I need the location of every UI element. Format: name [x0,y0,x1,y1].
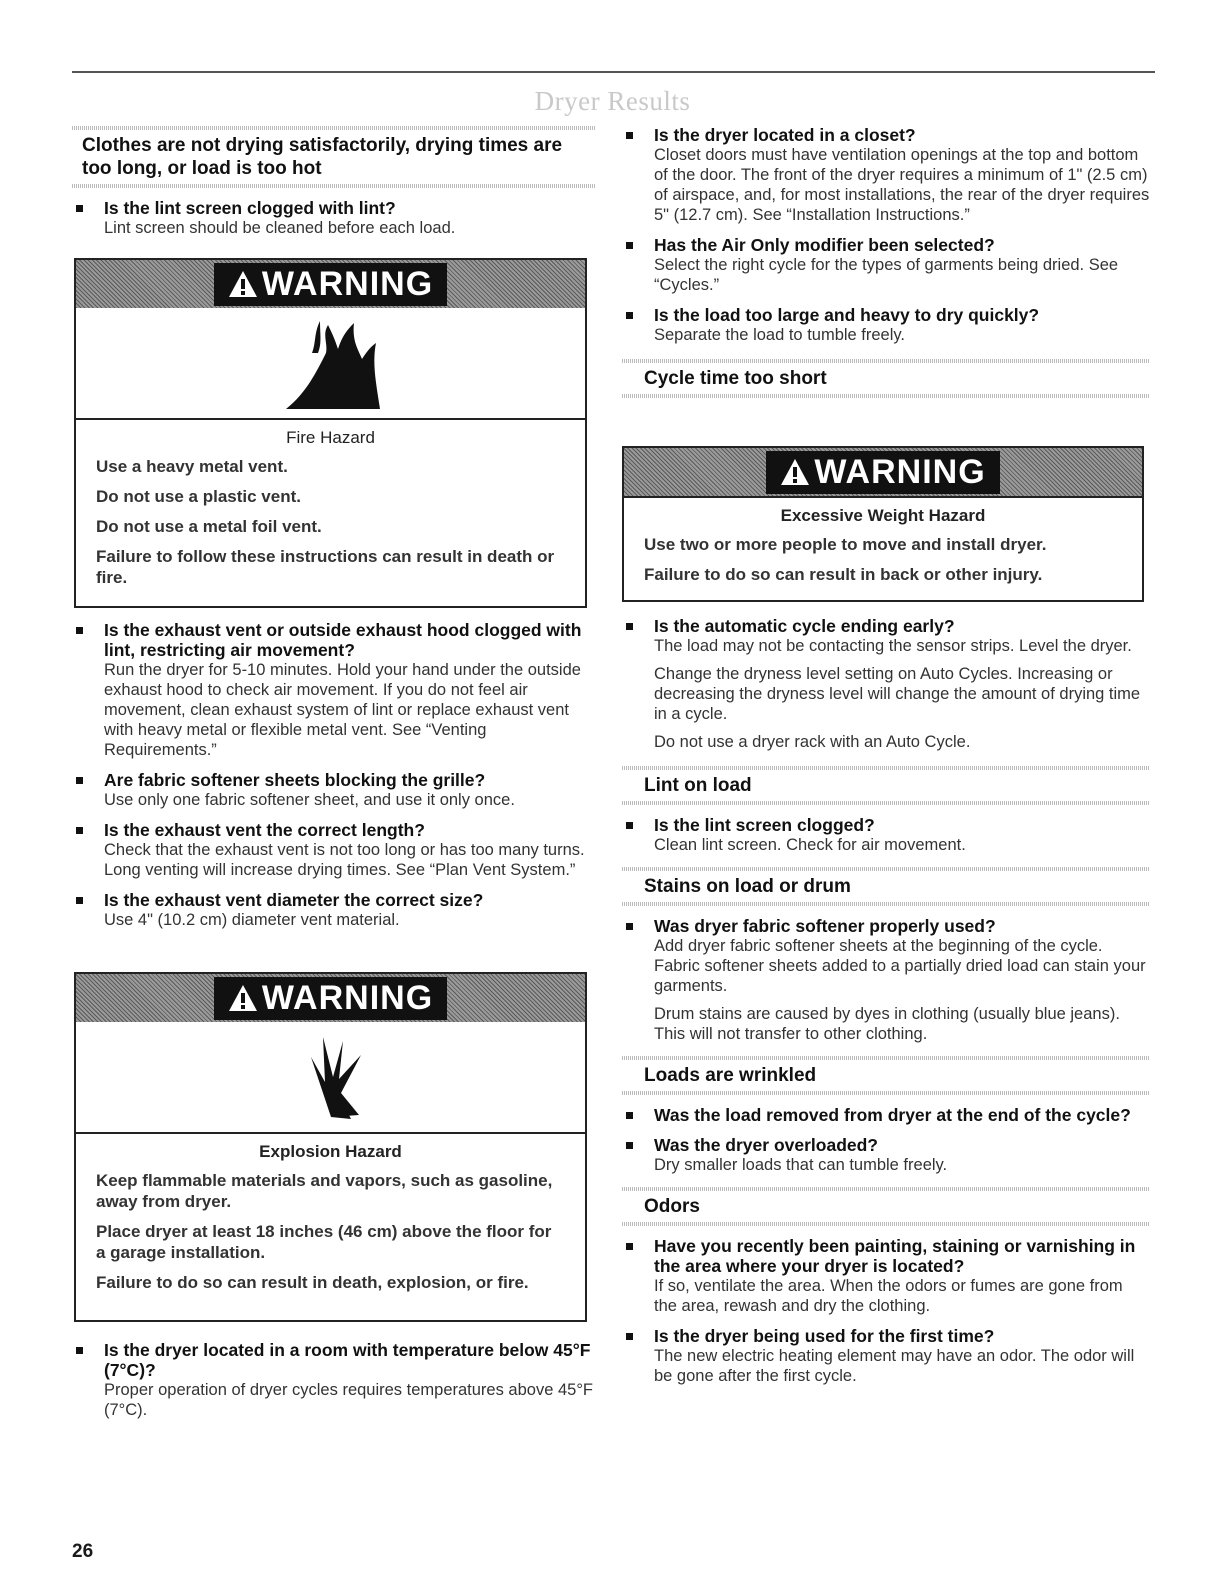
answer: The load may not be contacting the sensor strips. Level the dryer. [654,637,1132,655]
warning-triangle-icon [228,984,258,1012]
answer: Lint screen should be cleaned before each load. [104,219,456,237]
answer: Proper operation of dryer cycles requires temperatures above 45°F (7°C). [104,1381,594,1419]
answer: If so, ventilate the area. When the odors or fumes are gone from the area, rewash and dry the clothing. [654,1277,1123,1315]
question: Is the exhaust vent the correct length? [104,820,425,840]
section-title: Lint on load [644,775,752,796]
answer: Add dryer fabric softener sheets at the beginning of the cycle. Fabric softener sheets added to a partially dried load can stain your garments. [654,937,1146,995]
answer: Select the right cycle for the types of garments being dried. See “Cycles.” [654,256,1119,294]
warning-box-weight [622,446,1144,602]
section-title: Cycle time too short [644,368,827,389]
hazard-title: Explosion Hazard [259,1142,402,1161]
bullet-icon [626,923,633,930]
warning-line: Use two or more people to move and install dryer. [644,535,1047,554]
warning-line: Do not use a plastic vent. [96,487,301,506]
warning-label: WARNING [214,263,447,306]
section-header [622,363,1150,394]
bullet-icon [626,822,633,829]
answer: Run the dryer for 5-10 minutes. Hold your hand under the outside exhaust hood to check air movement. If you do not feel air movement, clean exhaust system of lint or replace exhaust vent with heavy metal or flexible metal vent. See “Venting Requirements.” [104,661,581,759]
bullet-icon [626,1112,633,1119]
right-column-top [622,125,1150,398]
warning-box-explosion [74,972,587,1322]
warning-body [76,420,585,598]
right-column-lower [622,616,1150,1386]
bullet-icon [76,827,83,834]
bullet-icon [76,777,83,784]
question: Is the dryer located in a closet? [654,125,916,145]
hazard-title: Excessive Weight Hazard [780,506,986,525]
answer: The new electric heating element may have an odor. The odor will be gone after the first cycle. [654,1347,1135,1385]
warning-box-fire [74,258,587,608]
question: Is the dryer being used for the first time? [654,1326,995,1346]
bullet-icon [626,1243,633,1250]
list-item [622,305,1150,345]
top-rule [72,71,1155,73]
section-title: Odors [644,1196,700,1217]
list-item [622,616,1150,752]
warning-line: Failure to do so can result in death, explosion, or fire. [96,1273,529,1292]
list-item [72,890,596,930]
answer: Check that the exhaust vent is not too long or has too many turns. Long venting will increase drying times. See “Plan Vent System.” [104,841,585,879]
divider [622,394,1150,398]
section-title: Clothes are not drying satisfactorily, drying times are too long, or load is too hot [82,135,563,179]
answer: Separate the load to tumble freely. [654,326,906,344]
paragraph: Do not use a dryer rack with an Auto Cycle. [654,733,971,751]
divider [622,1222,1150,1226]
list-item [622,1326,1150,1386]
bullet-icon [626,1333,633,1340]
bullet-icon [76,897,83,904]
answer: Use only one fabric softener sheet, and use it only once. [104,791,515,809]
bullet-icon [626,242,633,249]
list-item [72,620,596,760]
bullet-icon [76,205,83,212]
left-column-lower [72,620,596,930]
warning-line: Failure to do so can result in back or other injury. [644,565,1043,584]
page-title: Dryer Results [534,86,691,116]
page-number: 26 [72,1541,94,1562]
bullet-icon [626,312,633,319]
warning-body [76,1134,585,1303]
paragraph: Drum stains are caused by dyes in clothing (usually blue jeans). This will not transfer to other clothing. [654,1005,1120,1043]
warning-label: WARNING [214,977,447,1020]
warning-triangle-icon [228,270,258,298]
warning-icon-row [76,308,585,420]
warning-banner [76,974,585,1022]
warning-triangle-icon [780,458,810,486]
answer: Closet doors must have ventilation openings at the top and bottom of the door. The front of the dryer requires a minimum of 1" (2.5 cm) of airspace, and, for most installations, the rear of the dryer requires 5" (12.7 cm). See “Installation Instructions.” [654,146,1150,224]
question: Was dryer fabric softener properly used? [654,916,996,936]
question: Is the lint screen clogged with lint? [104,198,396,218]
section-title: Stains on load or drum [644,876,851,897]
list-item [72,1340,596,1420]
question: Is the dryer located in a room with temperature below 45°F (7°C)? [104,1340,591,1380]
question: Are fabric softener sheets blocking the grille? [104,770,486,790]
answer: Clean lint screen. Check for air movement. [654,836,966,854]
bullet-icon [626,1142,633,1149]
warning-line: Use a heavy metal vent. [96,457,288,476]
question: Was the load removed from dryer at the end of the cycle? [654,1105,1131,1125]
section-header [622,1191,1150,1222]
divider [622,1091,1150,1095]
warning-line: Failure to follow these instructions can result in death or fire. [96,547,555,587]
list-item [622,125,1150,225]
warning-body [624,496,1142,595]
question: Is the load too large and heavy to dry quickly? [654,305,1040,325]
list-item [622,916,1150,1044]
divider [72,184,596,188]
question: Is the automatic cycle ending early? [654,616,955,636]
warning-banner [624,448,1142,496]
fire-icon [276,313,386,413]
warning-line: Keep flammable materials and vapors, such as gasoline, away from dryer. [96,1171,553,1211]
question: Is the exhaust vent or outside exhaust hood clogged with lint, restricting air movement? [104,620,582,660]
list-item [72,198,596,238]
section-header [622,770,1150,801]
divider [622,801,1150,805]
left-column [72,126,596,238]
warning-icon-row [76,1022,585,1134]
list-item [622,815,1150,855]
question: Is the exhaust vent diameter the correct size? [104,890,484,910]
section-header [72,130,596,184]
hazard-title: Fire Hazard [286,428,375,447]
question: Has the Air Only modifier been selected? [654,235,995,255]
question: Is the lint screen clogged? [654,815,875,835]
warning-line: Place dryer at least 18 inches (46 cm) above the floor for a garage installation. [96,1222,552,1262]
list-item [72,820,596,880]
explosion-icon [281,1027,381,1127]
bullet-icon [76,627,83,634]
warning-banner [76,260,585,308]
section-header [622,871,1150,902]
left-column-bottom [72,1340,596,1420]
warning-label: WARNING [766,451,999,494]
divider [622,902,1150,906]
question: Was the dryer overloaded? [654,1135,878,1155]
bullet-icon [626,623,633,630]
list-item [622,1236,1150,1316]
list-item [622,235,1150,295]
warning-line: Do not use a metal foil vent. [96,517,322,536]
answer: Dry smaller loads that can tumble freely. [654,1156,948,1174]
list-item [622,1105,1150,1125]
list-item [72,770,596,810]
section-title: Loads are wrinkled [644,1065,817,1086]
question: Have you recently been painting, staining or varnishing in the area where your dryer is located? [654,1236,1136,1276]
section-header [622,1060,1150,1091]
bullet-icon [626,132,633,139]
list-item [622,1135,1150,1175]
bullet-icon [76,1347,83,1354]
paragraph: Change the dryness level setting on Auto Cycles. Increasing or decreasing the dryness level will change the amount of drying time in a cycle. [654,665,1141,723]
answer: Use 4" (10.2 cm) diameter vent material. [104,911,400,929]
